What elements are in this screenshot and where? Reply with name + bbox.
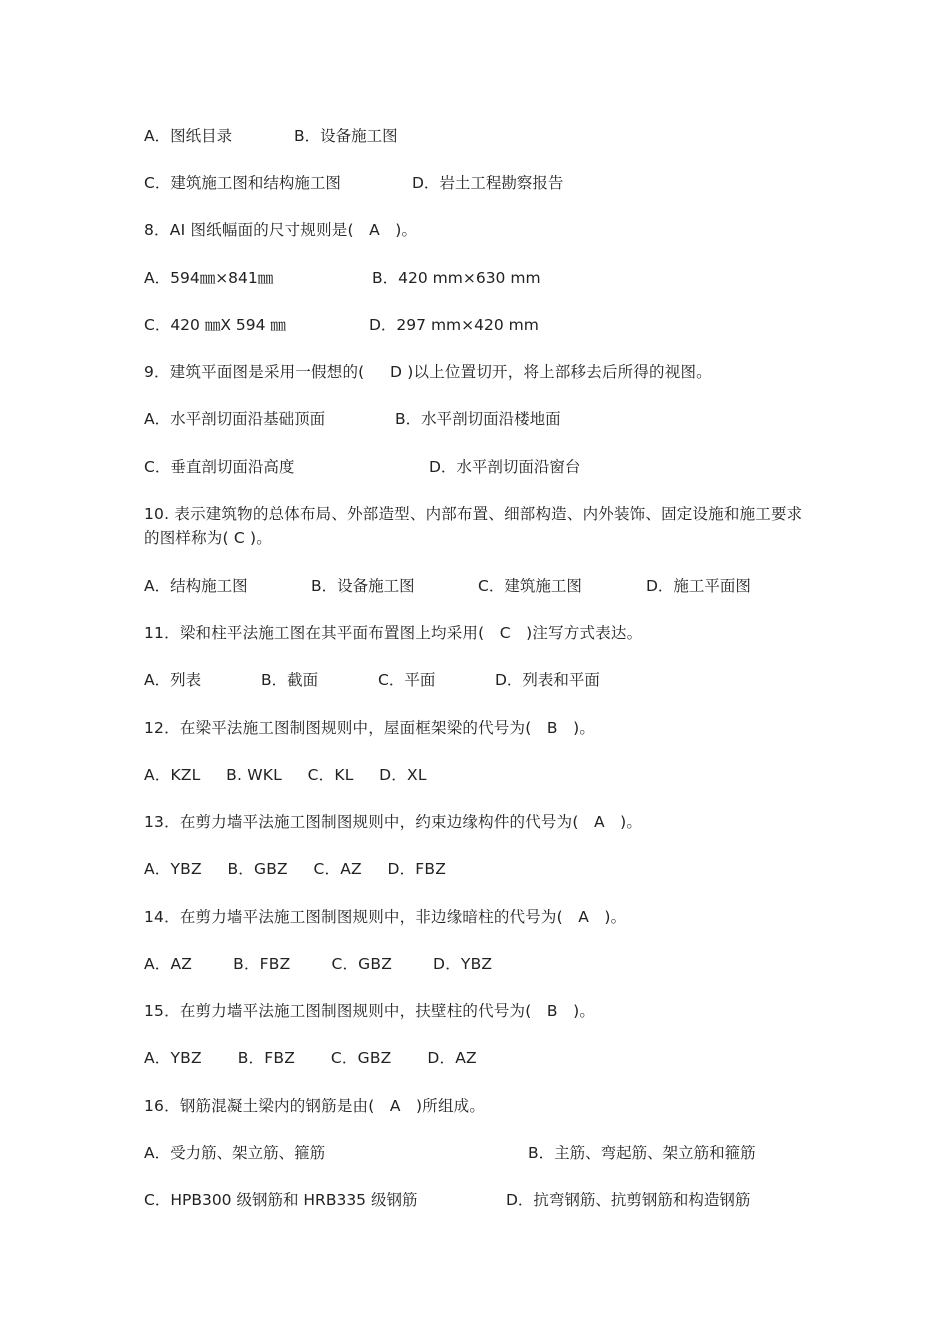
question-14: 14．在剪力墙平法施工图制图规则中，非边缘暗柱的代号为( A )。 [144,908,627,926]
question-10-option-c: C．建筑施工图 [478,577,582,595]
question-11-option-a: A．列表 [144,671,202,689]
question-10: 10. 表示建筑物的总体布局、外部造型、内部布置、细部构造、内外装饰、固定设施和施工要求的图样称为( C )。 [144,505,803,547]
question-9-option-b: B．水平剖切面沿楼地面 [395,410,561,428]
question-8: 8．AI 图纸幅面的尺寸规则是( A )。 [144,221,418,239]
option-b-equipment-drawing: B．设备施工图 [294,127,398,145]
question-14-options: A．AZ B．FBZ C．GBZ D．YBZ [144,955,493,973]
question-11-option-c: C．平面 [378,671,436,689]
question-8-option-c: C．420 ㎜X 594 ㎜ [144,316,286,334]
question-15-options: A．YBZ B．FBZ C．GBZ D．AZ [144,1049,477,1067]
question-16: 16．钢筋混凝土梁内的钢筋是由( A )所组成。 [144,1097,486,1115]
question-16-option-d: D．抗弯钢筋、抗剪钢筋和构造钢筋 [506,1191,751,1209]
question-11-option-d: D．列表和平面 [495,671,600,689]
question-16-option-c: C．HPB300 级钢筋和 HRB335 级钢筋 [144,1191,418,1209]
question-13-options: A．YBZ B．GBZ C．AZ D．FBZ [144,860,447,878]
question-9-option-c: C．垂直剖切面沿高度 [144,458,295,476]
question-16-option-b: B．主筋、弯起筋、架立筋和箍筋 [528,1144,756,1162]
option-c-arch-struct-drawing: C．建筑施工图和结构施工图 [144,174,341,192]
question-10-option-a: A．结构施工图 [144,577,248,595]
question-8-option-a: A．594㎜×841㎜ [144,269,274,287]
question-12: 12．在梁平法施工图制图规则中，屋面框架梁的代号为( B )。 [144,719,596,737]
question-16-option-a: A．受力筋、架立筋、箍筋 [144,1144,326,1162]
option-a-drawing-index: A．图纸目录 [144,127,233,145]
question-9-option-d: D．水平剖切面沿窗台 [429,458,581,476]
question-9-option-a: A．水平剖切面沿基础顶面 [144,410,326,428]
question-10-option-d: D．施工平面图 [646,577,751,595]
question-13: 13．在剪力墙平法施工图制图规则中，约束边缘构件的代号为( A )。 [144,813,643,831]
question-12-options: A．KZL B. WKL C．KL D．XL [144,766,427,784]
question-8-option-b: B．420 mm×630 mm [372,269,541,287]
question-9: 9．建筑平面图是采用一假想的( D )以上位置切开，将上部移去后所得的视图。 [144,363,712,381]
question-11: 11．梁和柱平法施工图在其平面布置图上均采用( C )注写方式表达。 [144,624,643,642]
question-11-option-b: B．截面 [261,671,319,689]
question-8-option-d: D．297 mm×420 mm [369,316,539,334]
question-10-option-b: B．设备施工图 [311,577,415,595]
question-15: 15．在剪力墙平法施工图制图规则中，扶壁柱的代号为( B )。 [144,1002,596,1020]
option-d-geotech-report: D．岩土工程勘察报告 [412,174,564,192]
